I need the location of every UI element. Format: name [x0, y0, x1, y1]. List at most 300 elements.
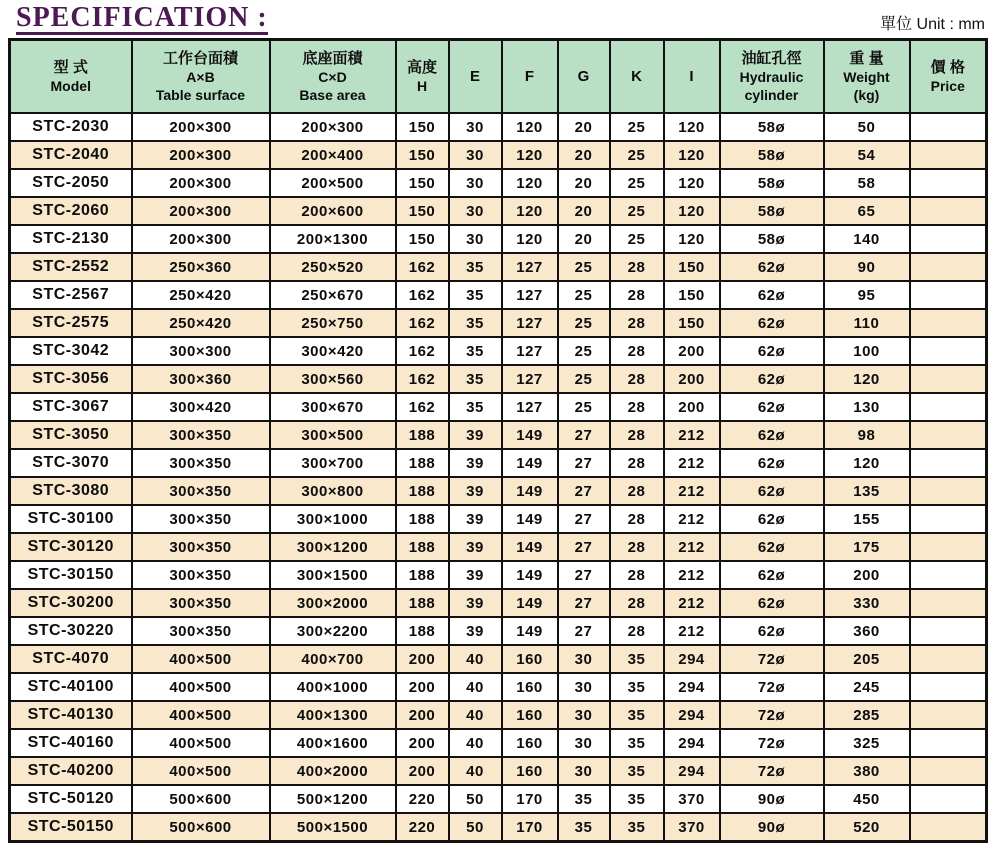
e-cell: 30 — [449, 225, 502, 253]
table-row — [10, 645, 987, 673]
height-cell: 200 — [396, 757, 449, 785]
e-cell: 35 — [449, 281, 502, 309]
column-header-e-line: E — [469, 68, 480, 85]
model-cell: STC-40160 — [10, 729, 132, 757]
column-header-model-line: 型 式 — [53, 59, 88, 76]
table-row — [10, 253, 987, 281]
price-cell — [910, 197, 987, 225]
column-header-hydraulic-cylinder-line: 油缸孔徑 — [741, 50, 802, 67]
f-cell: 120 — [502, 141, 558, 169]
i-cell: 294 — [664, 645, 720, 673]
price-cell — [910, 589, 987, 617]
height-cell: 200 — [396, 673, 449, 701]
model-cell: STC-2040 — [10, 141, 132, 169]
i-cell: 294 — [664, 729, 720, 757]
g-cell: 20 — [558, 225, 610, 253]
height-cell: 200 — [396, 729, 449, 757]
column-header-model — [10, 40, 132, 114]
column-header-weight-line: 重 量 — [849, 50, 884, 67]
e-cell: 40 — [449, 757, 502, 785]
model-cell: STC-50150 — [10, 813, 132, 842]
i-cell: 212 — [664, 589, 720, 617]
k-cell: 28 — [610, 505, 664, 533]
weight-cell: 380 — [824, 757, 910, 785]
f-cell: 160 — [502, 729, 558, 757]
e-cell: 35 — [449, 365, 502, 393]
e-cell: 35 — [449, 309, 502, 337]
i-cell: 200 — [664, 337, 720, 365]
table-surface-cell: 400×500 — [132, 729, 270, 757]
hydraulic-cylinder-cell: 62ø — [720, 365, 824, 393]
model-cell: STC-40200 — [10, 757, 132, 785]
price-cell — [910, 393, 987, 421]
column-header-base-area-line: 底座面積 — [302, 50, 363, 67]
table-row — [10, 589, 987, 617]
weight-cell: 175 — [824, 533, 910, 561]
hydraulic-cylinder-cell: 72ø — [720, 701, 824, 729]
e-cell: 40 — [449, 645, 502, 673]
i-cell: 294 — [664, 673, 720, 701]
weight-cell: 360 — [824, 617, 910, 645]
table-surface-cell: 200×300 — [132, 113, 270, 141]
height-cell: 220 — [396, 785, 449, 813]
weight-cell: 58 — [824, 169, 910, 197]
i-cell: 212 — [664, 505, 720, 533]
g-cell: 20 — [558, 169, 610, 197]
model-cell: STC-2060 — [10, 197, 132, 225]
table-row — [10, 701, 987, 729]
e-cell: 39 — [449, 561, 502, 589]
weight-cell: 65 — [824, 197, 910, 225]
model-cell: STC-3070 — [10, 449, 132, 477]
hydraulic-cylinder-cell: 62ø — [720, 617, 824, 645]
i-cell: 370 — [664, 785, 720, 813]
g-cell: 27 — [558, 617, 610, 645]
g-cell: 25 — [558, 253, 610, 281]
i-cell: 370 — [664, 813, 720, 842]
height-cell: 200 — [396, 701, 449, 729]
g-cell: 25 — [558, 281, 610, 309]
hydraulic-cylinder-cell: 58ø — [720, 141, 824, 169]
f-cell: 160 — [502, 645, 558, 673]
column-header-height-line: H — [416, 78, 428, 94]
model-cell: STC-2575 — [10, 309, 132, 337]
g-cell: 30 — [558, 701, 610, 729]
table-surface-cell: 250×420 — [132, 309, 270, 337]
hydraulic-cylinder-cell: 62ø — [720, 505, 824, 533]
e-cell: 39 — [449, 477, 502, 505]
specification-table — [8, 38, 988, 843]
i-cell: 294 — [664, 701, 720, 729]
i-cell: 120 — [664, 225, 720, 253]
column-header-weight — [824, 40, 910, 114]
price-cell — [910, 617, 987, 645]
i-cell: 150 — [664, 253, 720, 281]
hydraulic-cylinder-cell: 72ø — [720, 729, 824, 757]
k-cell: 25 — [610, 113, 664, 141]
k-cell: 28 — [610, 449, 664, 477]
price-cell — [910, 169, 987, 197]
e-cell: 39 — [449, 533, 502, 561]
height-cell: 220 — [396, 813, 449, 842]
height-cell: 150 — [396, 141, 449, 169]
g-cell: 20 — [558, 113, 610, 141]
height-cell: 162 — [396, 309, 449, 337]
model-cell: STC-30150 — [10, 561, 132, 589]
base-area-cell: 300×670 — [270, 393, 396, 421]
base-area-cell: 400×1600 — [270, 729, 396, 757]
model-cell: STC-2130 — [10, 225, 132, 253]
e-cell: 39 — [449, 589, 502, 617]
column-header-base-area-line: C×D — [318, 69, 347, 85]
table-row — [10, 477, 987, 505]
f-cell: 120 — [502, 225, 558, 253]
weight-cell: 155 — [824, 505, 910, 533]
price-cell — [910, 365, 987, 393]
i-cell: 200 — [664, 365, 720, 393]
base-area-cell: 300×2200 — [270, 617, 396, 645]
k-cell: 28 — [610, 253, 664, 281]
column-header-f — [502, 40, 558, 114]
e-cell: 39 — [449, 617, 502, 645]
g-cell: 27 — [558, 533, 610, 561]
e-cell: 50 — [449, 813, 502, 842]
table-surface-cell: 300×360 — [132, 365, 270, 393]
e-cell: 40 — [449, 729, 502, 757]
k-cell: 35 — [610, 701, 664, 729]
height-cell: 162 — [396, 253, 449, 281]
table-surface-cell: 400×500 — [132, 757, 270, 785]
f-cell: 149 — [502, 589, 558, 617]
table-row — [10, 533, 987, 561]
weight-cell: 200 — [824, 561, 910, 589]
price-cell — [910, 701, 987, 729]
i-cell: 120 — [664, 169, 720, 197]
table-row — [10, 813, 987, 842]
i-cell: 120 — [664, 113, 720, 141]
column-header-hydraulic-cylinder-line: Hydraulic — [739, 69, 804, 85]
hydraulic-cylinder-cell: 62ø — [720, 533, 824, 561]
table-row — [10, 113, 987, 141]
k-cell: 28 — [610, 561, 664, 589]
column-header-table-surface-line: A×B — [186, 69, 215, 85]
model-cell: STC-30120 — [10, 533, 132, 561]
hydraulic-cylinder-cell: 62ø — [720, 253, 824, 281]
i-cell: 212 — [664, 449, 720, 477]
f-cell: 149 — [502, 449, 558, 477]
hydraulic-cylinder-cell: 62ø — [720, 281, 824, 309]
g-cell: 27 — [558, 449, 610, 477]
table-surface-cell: 300×300 — [132, 337, 270, 365]
hydraulic-cylinder-cell: 62ø — [720, 561, 824, 589]
base-area-cell: 200×600 — [270, 197, 396, 225]
weight-cell: 135 — [824, 477, 910, 505]
model-cell: STC-3050 — [10, 421, 132, 449]
table-row — [10, 673, 987, 701]
k-cell: 35 — [610, 673, 664, 701]
table-row — [10, 757, 987, 785]
table-surface-cell: 300×350 — [132, 533, 270, 561]
f-cell: 149 — [502, 561, 558, 589]
base-area-cell: 300×1500 — [270, 561, 396, 589]
table-row — [10, 505, 987, 533]
hydraulic-cylinder-cell: 58ø — [720, 169, 824, 197]
table-head — [10, 40, 987, 114]
f-cell: 127 — [502, 337, 558, 365]
model-cell: STC-3056 — [10, 365, 132, 393]
table-row — [10, 617, 987, 645]
column-header-i — [664, 40, 720, 114]
base-area-cell: 200×500 — [270, 169, 396, 197]
k-cell: 35 — [610, 645, 664, 673]
column-header-k-line: K — [631, 68, 642, 85]
column-header-hydraulic-cylinder — [720, 40, 824, 114]
model-cell: STC-2567 — [10, 281, 132, 309]
weight-cell: 100 — [824, 337, 910, 365]
hydraulic-cylinder-cell: 62ø — [720, 449, 824, 477]
table-row — [10, 169, 987, 197]
height-cell: 150 — [396, 169, 449, 197]
k-cell: 28 — [610, 617, 664, 645]
price-cell — [910, 813, 987, 842]
price-cell — [910, 645, 987, 673]
f-cell: 127 — [502, 253, 558, 281]
hydraulic-cylinder-cell: 62ø — [720, 393, 824, 421]
table-surface-cell: 200×300 — [132, 197, 270, 225]
i-cell: 212 — [664, 561, 720, 589]
base-area-cell: 300×1000 — [270, 505, 396, 533]
hydraulic-cylinder-cell: 62ø — [720, 309, 824, 337]
table-surface-cell: 300×350 — [132, 421, 270, 449]
height-cell: 162 — [396, 365, 449, 393]
base-area-cell: 250×520 — [270, 253, 396, 281]
g-cell: 27 — [558, 421, 610, 449]
table-surface-cell: 400×500 — [132, 673, 270, 701]
k-cell: 28 — [610, 393, 664, 421]
table-row — [10, 309, 987, 337]
table-surface-cell: 300×350 — [132, 477, 270, 505]
column-header-height-line: 高度 — [406, 59, 437, 76]
height-cell: 188 — [396, 449, 449, 477]
base-area-cell: 200×1300 — [270, 225, 396, 253]
base-area-cell: 500×1500 — [270, 813, 396, 842]
table-surface-cell: 500×600 — [132, 785, 270, 813]
model-cell: STC-30200 — [10, 589, 132, 617]
base-area-cell: 300×700 — [270, 449, 396, 477]
k-cell: 28 — [610, 337, 664, 365]
base-area-cell: 200×300 — [270, 113, 396, 141]
e-cell: 40 — [449, 701, 502, 729]
weight-cell: 130 — [824, 393, 910, 421]
table-surface-cell: 300×350 — [132, 617, 270, 645]
price-cell — [910, 253, 987, 281]
g-cell: 30 — [558, 729, 610, 757]
table-surface-cell: 250×420 — [132, 281, 270, 309]
model-cell: STC-2030 — [10, 113, 132, 141]
price-cell — [910, 757, 987, 785]
k-cell: 28 — [610, 477, 664, 505]
table-row — [10, 421, 987, 449]
f-cell: 127 — [502, 393, 558, 421]
f-cell: 127 — [502, 309, 558, 337]
f-cell: 120 — [502, 197, 558, 225]
base-area-cell: 250×750 — [270, 309, 396, 337]
column-header-price-line: 價 格 — [930, 59, 965, 76]
table-row — [10, 449, 987, 477]
k-cell: 28 — [610, 589, 664, 617]
k-cell: 25 — [610, 141, 664, 169]
header-row — [10, 40, 987, 114]
table-surface-cell: 300×350 — [132, 589, 270, 617]
e-cell: 30 — [449, 141, 502, 169]
f-cell: 149 — [502, 617, 558, 645]
hydraulic-cylinder-cell: 72ø — [720, 757, 824, 785]
g-cell: 20 — [558, 141, 610, 169]
column-header-price — [910, 40, 987, 114]
g-cell: 25 — [558, 365, 610, 393]
height-cell: 150 — [396, 225, 449, 253]
column-header-g-line: G — [577, 68, 590, 85]
hydraulic-cylinder-cell: 62ø — [720, 421, 824, 449]
model-cell: STC-30220 — [10, 617, 132, 645]
price-cell — [910, 785, 987, 813]
model-cell: STC-4070 — [10, 645, 132, 673]
model-cell: STC-2552 — [10, 253, 132, 281]
hydraulic-cylinder-cell: 90ø — [720, 813, 824, 842]
weight-cell: 50 — [824, 113, 910, 141]
price-cell — [910, 309, 987, 337]
i-cell: 150 — [664, 281, 720, 309]
height-cell: 200 — [396, 645, 449, 673]
f-cell: 160 — [502, 701, 558, 729]
height-cell: 188 — [396, 505, 449, 533]
column-header-base-area-line: Base area — [299, 87, 366, 103]
f-cell: 160 — [502, 673, 558, 701]
k-cell: 28 — [610, 309, 664, 337]
column-header-g — [558, 40, 610, 114]
table-row — [10, 393, 987, 421]
base-area-cell: 500×1200 — [270, 785, 396, 813]
weight-cell: 110 — [824, 309, 910, 337]
column-header-weight-line: (kg) — [853, 87, 880, 103]
base-area-cell: 200×400 — [270, 141, 396, 169]
table-surface-cell: 300×350 — [132, 505, 270, 533]
unit-label: 單位 Unit : mm — [880, 16, 985, 33]
f-cell: 149 — [502, 505, 558, 533]
table-surface-cell: 400×500 — [132, 701, 270, 729]
g-cell: 27 — [558, 505, 610, 533]
column-header-i-line: I — [689, 68, 694, 85]
g-cell: 25 — [558, 337, 610, 365]
i-cell: 212 — [664, 477, 720, 505]
k-cell: 35 — [610, 729, 664, 757]
table-surface-cell: 300×350 — [132, 449, 270, 477]
height-cell: 150 — [396, 113, 449, 141]
e-cell: 39 — [449, 449, 502, 477]
table-surface-cell: 250×360 — [132, 253, 270, 281]
f-cell: 127 — [502, 281, 558, 309]
i-cell: 150 — [664, 309, 720, 337]
price-cell — [910, 505, 987, 533]
i-cell: 212 — [664, 533, 720, 561]
column-header-price-line: Price — [930, 78, 965, 94]
price-cell — [910, 533, 987, 561]
hydraulic-cylinder-cell: 62ø — [720, 337, 824, 365]
i-cell: 200 — [664, 393, 720, 421]
price-cell — [910, 477, 987, 505]
k-cell: 35 — [610, 813, 664, 842]
g-cell: 25 — [558, 393, 610, 421]
height-cell: 188 — [396, 533, 449, 561]
page-title: SPECIFICATION : — [16, 3, 268, 35]
i-cell: 212 — [664, 617, 720, 645]
height-cell: 188 — [396, 477, 449, 505]
weight-cell: 245 — [824, 673, 910, 701]
k-cell: 35 — [610, 757, 664, 785]
price-cell — [910, 113, 987, 141]
base-area-cell: 300×2000 — [270, 589, 396, 617]
weight-cell: 450 — [824, 785, 910, 813]
price-cell — [910, 337, 987, 365]
column-header-k — [610, 40, 664, 114]
model-cell: STC-3067 — [10, 393, 132, 421]
g-cell: 35 — [558, 813, 610, 842]
column-header-weight-line: Weight — [843, 69, 890, 85]
e-cell: 35 — [449, 337, 502, 365]
model-cell: STC-40100 — [10, 673, 132, 701]
k-cell: 25 — [610, 197, 664, 225]
column-header-hydraulic-cylinder-line: cylinder — [744, 87, 799, 103]
e-cell: 35 — [449, 253, 502, 281]
g-cell: 30 — [558, 645, 610, 673]
weight-cell: 205 — [824, 645, 910, 673]
height-cell: 162 — [396, 393, 449, 421]
model-cell: STC-40130 — [10, 701, 132, 729]
price-cell — [910, 141, 987, 169]
e-cell: 40 — [449, 673, 502, 701]
f-cell: 127 — [502, 365, 558, 393]
k-cell: 28 — [610, 421, 664, 449]
base-area-cell: 400×1000 — [270, 673, 396, 701]
f-cell: 120 — [502, 169, 558, 197]
hydraulic-cylinder-cell: 62ø — [720, 477, 824, 505]
i-cell: 294 — [664, 757, 720, 785]
model-cell: STC-50120 — [10, 785, 132, 813]
table-row — [10, 281, 987, 309]
model-cell: STC-2050 — [10, 169, 132, 197]
table-row — [10, 785, 987, 813]
table-surface-cell: 200×300 — [132, 225, 270, 253]
e-cell: 39 — [449, 505, 502, 533]
i-cell: 120 — [664, 141, 720, 169]
weight-cell: 120 — [824, 449, 910, 477]
table-row — [10, 365, 987, 393]
weight-cell: 330 — [824, 589, 910, 617]
column-header-base-area — [270, 40, 396, 114]
f-cell: 149 — [502, 533, 558, 561]
g-cell: 27 — [558, 477, 610, 505]
model-cell: STC-3080 — [10, 477, 132, 505]
column-header-table-surface — [132, 40, 270, 114]
i-cell: 212 — [664, 421, 720, 449]
g-cell: 30 — [558, 757, 610, 785]
height-cell: 162 — [396, 337, 449, 365]
table-row — [10, 561, 987, 589]
base-area-cell: 400×2000 — [270, 757, 396, 785]
column-header-height — [396, 40, 449, 114]
hydraulic-cylinder-cell: 58ø — [720, 113, 824, 141]
table-surface-cell: 300×420 — [132, 393, 270, 421]
